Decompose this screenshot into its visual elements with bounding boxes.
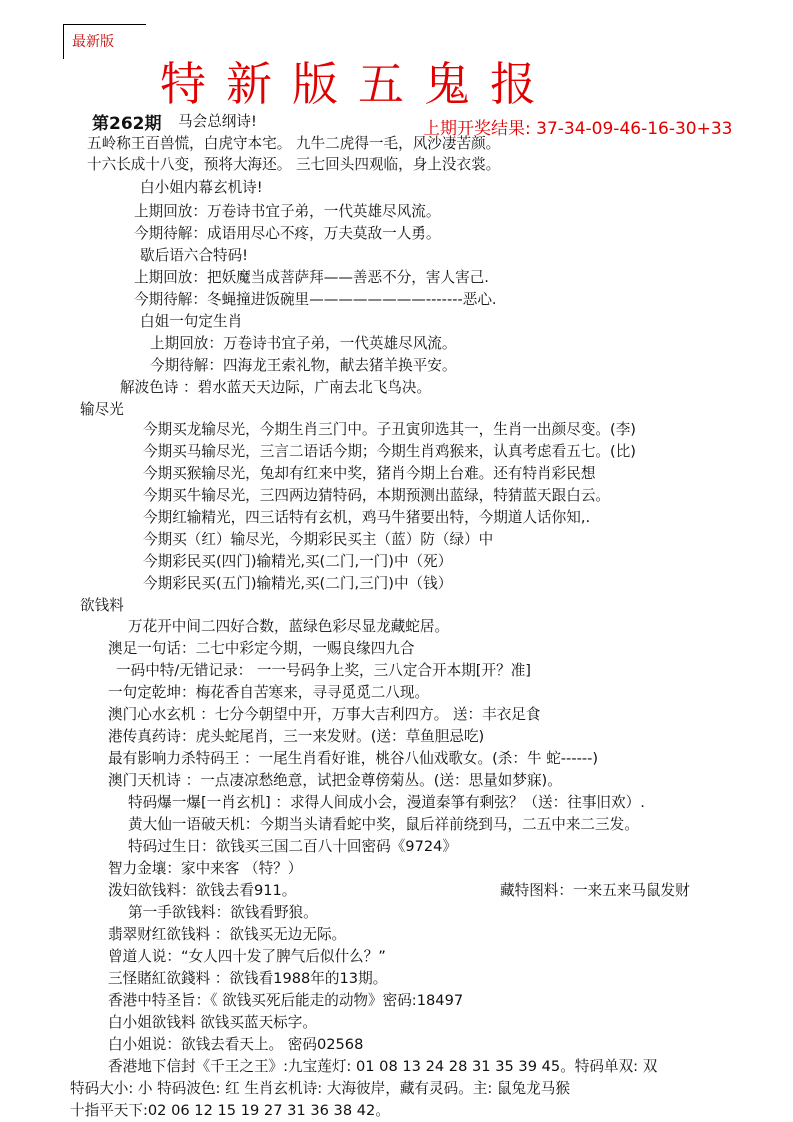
text-line: 上期回放：把妖魔当成菩萨拜——善恶不分，害人害己. — [134, 269, 489, 286]
text-line: 藏特图料：一来五来马鼠发财 — [500, 882, 690, 899]
text-line: 解波色诗 ：碧水蓝天天边际，广南去北飞鸟决。 — [120, 379, 432, 396]
text-line: 智力金壤：家中来客 （特？） — [108, 860, 303, 877]
result-numbers: 37-34-09-46-16-30+33 — [536, 119, 733, 139]
edition-badge-label: 最新版 — [72, 34, 114, 50]
text-line: 澳足一句话：二七中彩定今期，一赐良缘四九合 — [108, 640, 415, 657]
text-line: 马会总纲诗! — [178, 113, 257, 130]
text-line: 上期回放：万卷诗书宜子弟，一代英雄尽风流。 — [150, 335, 457, 352]
text-line: 翡翠财红欲钱料 ：欲钱买无边无际。 — [108, 926, 347, 943]
issue-number: 第262期 — [92, 114, 162, 134]
text-line: 上期回放：万卷诗书宜子弟，一代英雄尽风流。 — [134, 203, 441, 220]
section-heading: 欲钱料 — [80, 597, 124, 614]
text-line: 今期红输精光，四三话特有玄机，鸡马牛猪要出特，今期道人话你知,. — [143, 509, 591, 526]
text-line: 歇后语六合特码! — [140, 247, 249, 264]
text-line: 第一手欲钱料：欲钱看野狼。 — [128, 904, 318, 921]
text-line: 今期买马输尽光，三言二语话今期；今期生肖鸡猴来，认真考虑看五七。(比) — [143, 443, 636, 460]
text-line: 泼妇欲钱料：欲钱去看911。 — [108, 882, 297, 899]
text-line: 白小姐欲钱料 欲钱买蓝天标字。 — [108, 1014, 317, 1031]
text-line: 澳门心水玄机 ：七分今朝望中开，万事大吉利四方。 送：丰衣足食 — [108, 706, 541, 723]
text-line: 港传真药诗：虎头蛇尾肖，三一来发财。(送：草鱼胆忌吃) — [108, 728, 485, 745]
text-line: 十六长成十八变，预将大海还。 三七回头四观临，身上没衣裳。 — [87, 156, 501, 173]
text-line: 万花开中间二四好合数，蓝绿色彩尽显龙藏蛇居。 — [128, 618, 450, 635]
text-line: 今期买（红）输尽光，今期彩民买主（蓝）防（绿）中 — [143, 531, 494, 548]
text-line: 今期彩民买(五门)输精光,买(二门,三门)中（钱） — [143, 575, 453, 592]
text-line: 一句定乾坤：梅花香自苦寒来，寻寻觅觅二八现。 — [108, 684, 430, 701]
text-line: 澳门天机诗 ：一点凄凉愁绝意，试把金尊傍菊丛。(送：思量如梦寐)。 — [108, 772, 562, 789]
text-line: 今期买猴输尽光，兔却有红来中奖，猪肖今期上台难。还有特肖彩民想 — [143, 465, 596, 482]
text-line: 今期彩民买(四门)输精光,买(二门,一门)中（死） — [143, 553, 453, 570]
section-heading: 输尽光 — [80, 401, 124, 418]
text-line: 特码爆一爆[一肖玄机] ：求得人间成小会，漫道秦箏有剩弦？（送：往事旧欢）. — [128, 794, 645, 811]
text-line: 今期待解：成语用尽心不疼，万夫莫敌一人勇。 — [134, 225, 441, 242]
text-line: 一码中特/无错记录： 一一号码争上奖，三八定合开本期[开？准] — [116, 662, 531, 679]
text-line: 十指平天下:02 06 12 15 19 27 31 36 38 42。 — [70, 1102, 390, 1119]
text-line: 三怪賭紅欲錢料 ：欲钱看1988年的13期。 — [108, 970, 388, 987]
text-line: 曾道人说：“女人四十发了脾气后似什么？” — [108, 948, 386, 965]
text-line: 今期买牛输尽光，三四两边猜特码，本期预测出蓝绿，特猜蓝天跟白云。 — [143, 487, 611, 504]
text-line: 白小姐内幕玄机诗! — [140, 179, 263, 196]
text-line: 最有影响力杀特码王 ：一尾生肖看好谁，桃谷八仙戏歌女。(杀：牛 蛇------) — [108, 750, 599, 767]
text-line: 特码大小: 小 特码波色: 红 生肖玄机诗: 大海彼岸，藏有灵码。主: 鼠兔龙马猴 — [70, 1080, 570, 1097]
text-line: 今期买龙输尽光，今期生肖三门中。子丑寅卯选其一，生肖一出颜尽变。(李) — [143, 421, 636, 438]
text-line: 白小姐说：欲钱去看天上。 密码02568 — [108, 1036, 364, 1053]
text-line: 今期待解：冬蝇撞进饭碗里————————-------恶心. — [134, 291, 497, 308]
text-line: 特码过生日：欲钱买三国二百八十回密码《9724》 — [128, 838, 458, 855]
text-line: 黄大仙一语破天机：今期当头请看蛇中奖，鼠后祥前绕到马，二五中来二三发。 — [128, 816, 639, 833]
text-line: 香港中特圣旨：《 欲钱买死后能走的动物》密码:18497 — [108, 992, 464, 1009]
result-label: 上期开奖结果: — [423, 119, 531, 139]
page-title: 特新版五鬼报 — [160, 57, 556, 111]
edition-badge — [63, 24, 146, 59]
text-line: 今期待解：四海龙王索礼物，献去猪羊换平安。 — [150, 357, 457, 374]
text-line: 白姐一句定生肖 — [140, 313, 243, 330]
text-line: 五岭称王百兽慌，白虎守本宅。 九牛二虎得一毛，风沙凄苦颜。 — [87, 135, 501, 152]
text-line: 香港地下信封《千王之王》:九宝莲灯: 01 08 13 24 28 31 35 39 45。特码单双: 双 — [108, 1058, 658, 1075]
